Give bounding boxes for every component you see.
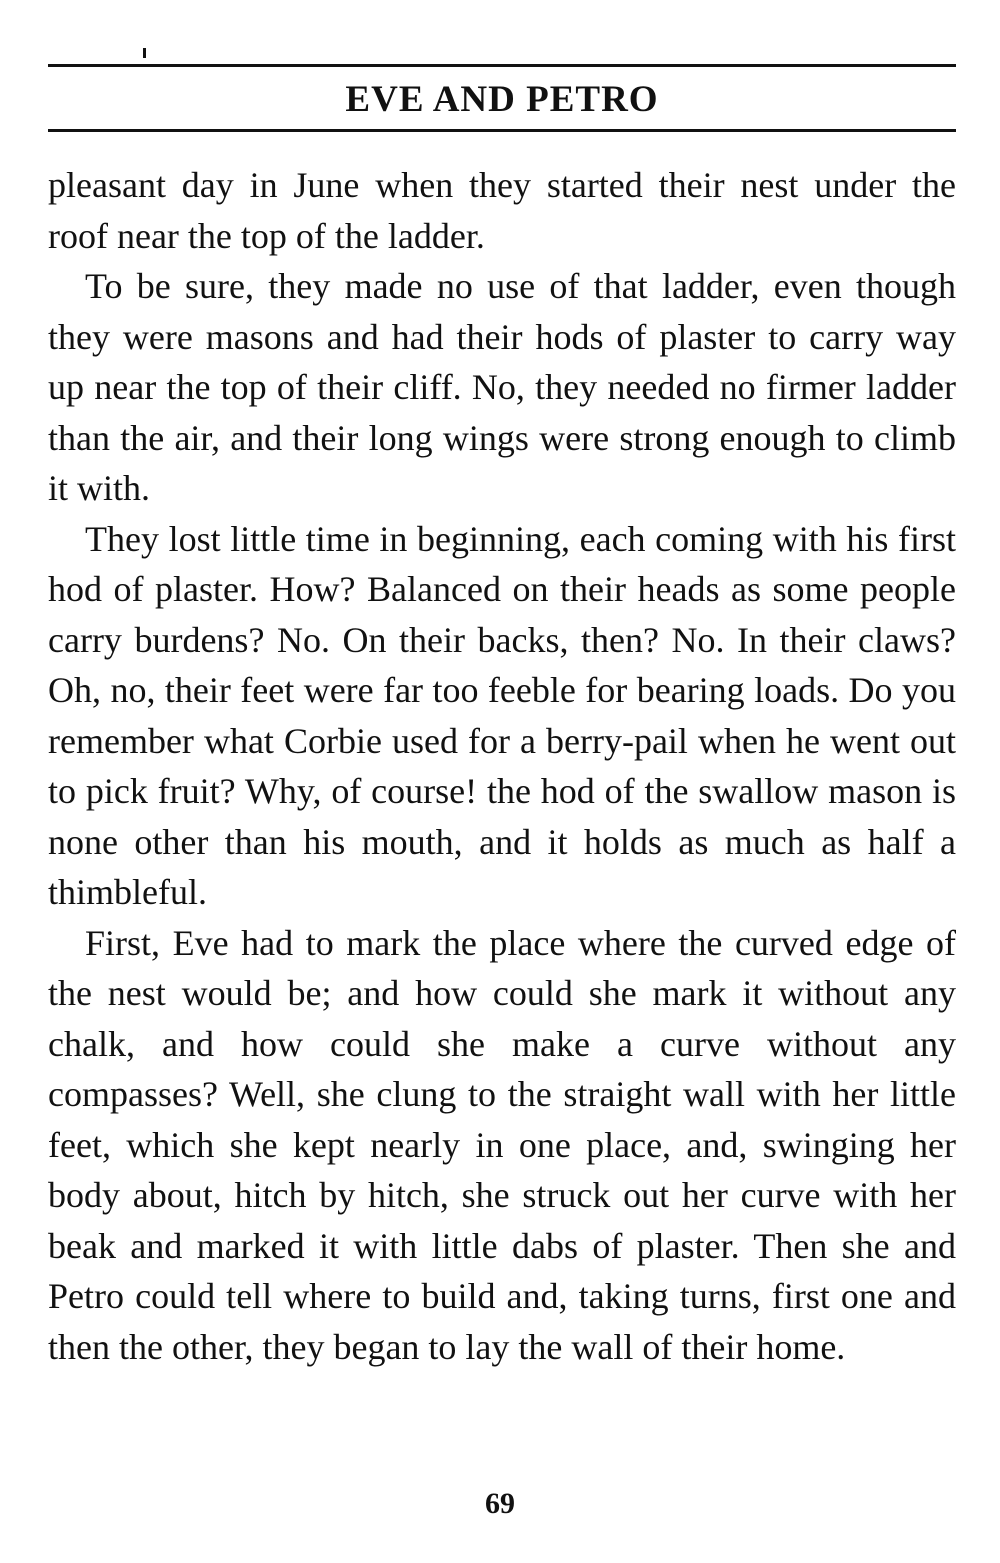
printer-mark: [143, 48, 146, 58]
paragraph-continued: pleasant day in June when they started their nest under the roof near the top of the ladder.: [48, 165, 956, 256]
paragraph: To be sure, they made no use of that ladder, even though they were masons and had their hods of plaster to carry way up near the top of their cliff. No, they needed no firmer ladder than the air, and their long wings were strong enough to climb it with.: [48, 266, 956, 508]
body-text: [48, 160, 956, 1372]
paragraph: They lost little time in beginning, each coming with his first hod of plaster. How? Balanced on their heads as some people carry burdens? No. On their backs, then? No. In their claws? Oh, no, their feet were far too feeble for bearing loads. Do you remember what Corbie used for a berry-pail when he went out to pick fruit? Why, of course! the hod of the swallow mason is none other than his mouth, and it holds as much as half a thimbleful.: [48, 518, 956, 912]
header-rule-bottom: [48, 129, 956, 132]
header-rule-top: [48, 64, 956, 67]
paragraph: First, Eve had to mark the place where the curved edge of the nest would be; and how could she mark it without any chalk, and how could she make a curve without any compasses? Well, she clung to the straight wall with her little feet, which she kept nearly in one place, and, swinging her body about, hitch by hitch, she struck out her curve with her beak and marked it with little dabs of plaster. Then she and Petro could tell where to build and, taking turns, first one and then the other, they began to lay the wall of their home.: [48, 922, 956, 1367]
page-number: 69: [485, 1487, 515, 1520]
running-title: EVE AND PETRO: [345, 79, 659, 120]
